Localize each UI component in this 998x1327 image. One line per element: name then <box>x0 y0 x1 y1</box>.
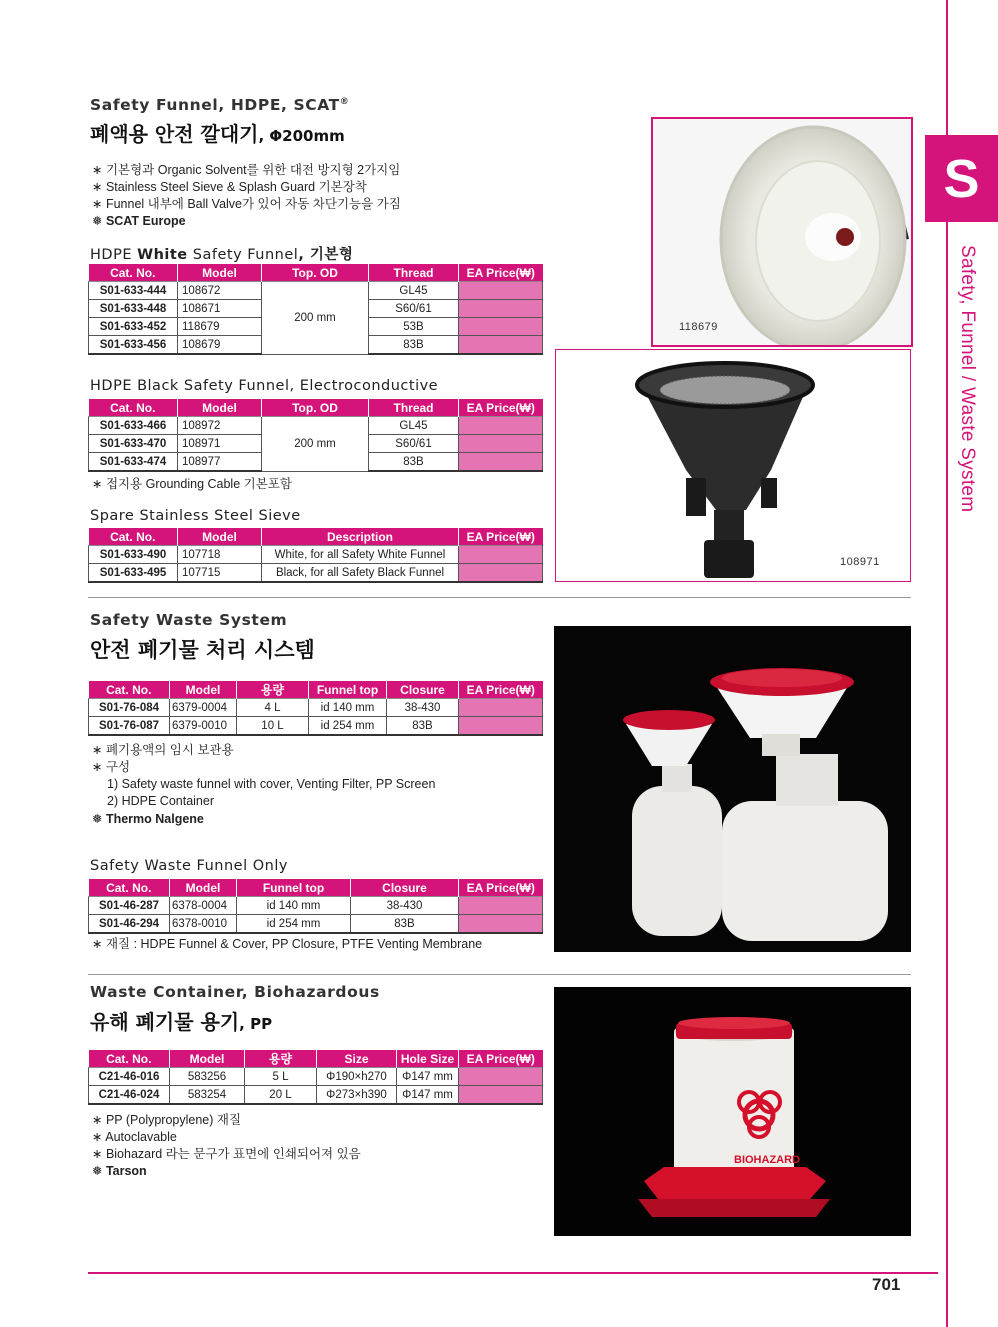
table-header: Cat. No. Model 용량 Funnel top Closure EA Price(₩) <box>89 681 543 699</box>
photo-black-funnel <box>555 349 911 582</box>
t2-note: ∗ 접지용 Grounding Cable 기본포함 <box>92 477 292 491</box>
waste-system-image <box>554 626 911 952</box>
table-row: S01-633-474 108977 83B <box>89 453 543 472</box>
price-cell <box>459 1086 543 1105</box>
white-funnel-image <box>653 119 911 345</box>
price-cell <box>459 336 543 355</box>
table-row: S01-633-456 108679 83B <box>89 336 543 355</box>
price-cell <box>459 282 543 300</box>
price-cell <box>459 1068 543 1086</box>
table-header: Cat. No. Model Description EA Price(₩) <box>89 528 543 546</box>
table-row: S01-633-490 107718 White, for all Safety White Funnel <box>89 546 543 564</box>
photo-waste-system <box>554 626 911 952</box>
table-row: C21-46-016 583256 5 L Φ190×h270 Φ147 mm <box>89 1068 543 1086</box>
p1-caption: 118679 <box>679 321 718 333</box>
price-cell <box>459 564 543 583</box>
table-row: S01-46-287 6378-0004 id 140 mm 38-430 <box>89 897 543 915</box>
price-cell <box>459 897 543 915</box>
price-cell <box>459 453 543 472</box>
table-row: S01-633-448 108671 S60/61 <box>89 300 543 318</box>
p2-caption: 108971 <box>840 556 880 568</box>
footer-line <box>88 1272 938 1274</box>
divider <box>88 597 911 598</box>
photo-white-funnel <box>651 117 913 347</box>
t3-table <box>88 528 543 583</box>
s2-ko-title: 안전 폐기물 처리 시스템 <box>90 638 315 662</box>
price-cell <box>459 915 543 934</box>
price-cell <box>459 318 543 336</box>
price-cell <box>459 300 543 318</box>
table-row: C21-46-024 583254 20 L Φ273×h390 Φ147 mm <box>89 1086 543 1105</box>
maker-label: ❅ Tarson <box>92 1164 147 1178</box>
t2-table <box>88 399 543 472</box>
photo-biohazard-container <box>554 987 911 1236</box>
black-funnel-image <box>556 350 910 581</box>
price-cell <box>459 417 543 435</box>
table-row: S01-633-470 108971 S60/61 <box>89 435 543 453</box>
table-row: S01-76-084 6379-0004 4 L id 140 mm 38-430 <box>89 699 543 717</box>
t4-table <box>88 879 543 934</box>
maker-label: ❅ SCAT Europe <box>92 214 186 228</box>
s2-bullets: ∗ 폐기용액의 임시 보관용 ∗ 구성 1) Safety waste funnel with cover, Venting Filter, PP Screen 2) HDPE Container ❅ Thermo Nalgene <box>92 743 436 826</box>
table-row: S01-46-294 6378-0010 id 254 mm 83B <box>89 915 543 934</box>
side-vertical-title: Safety, Funnel / Waste System <box>957 245 978 513</box>
price-cell <box>459 435 543 453</box>
table-row: S01-633-444 108672 200 mm GL45 <box>89 282 543 300</box>
s3-en-title: Waste Container, Biohazardous <box>90 983 380 1001</box>
table-header: Cat. No. Model Top. OD Thread EA Price(₩) <box>89 264 543 282</box>
table-header: Cat. No. Model 용량 Size Hole Size EA Price(₩) <box>89 1050 543 1068</box>
maker-label: ❅ Thermo Nalgene <box>92 812 204 826</box>
s1-bullets: ∗ 기본형과 Organic Solvent를 위한 대전 방지형 2가지임 ∗ Stainless Steel Sieve & Splash Guard 기본장착 ∗ Funnel 내부에 Ball Valve가 있어 자동 차단기능을 가짐 ❅ SCAT Europe <box>92 163 401 228</box>
s3-bullets: ∗ PP (Polypropylene) 재질 ∗ Autoclavable ∗ Biohazard 라는 문구가 표면에 인쇄되어져 있음 ❅ Tarson <box>92 1113 361 1178</box>
price-cell <box>459 699 543 717</box>
table-row: S01-633-495 107715 Black, for all Safety Black Funnel <box>89 564 543 583</box>
t3-title: Spare Stainless Steel Sieve <box>90 508 301 524</box>
t4-note: ∗ 재질 : HDPE Funnel & Cover, PP Closure, PTFE Venting Membrane <box>92 937 483 951</box>
table-row: S01-633-452 118679 53B <box>89 318 543 336</box>
table-header: Cat. No. Model Funnel top Closure EA Price(₩) <box>89 879 543 897</box>
table-row: S01-76-087 6379-0010 10 L id 254 mm 83B <box>89 717 543 736</box>
s3-table <box>88 1050 543 1105</box>
table-row: S01-633-466 108972 200 mm GL45 <box>89 417 543 435</box>
divider <box>88 974 911 975</box>
page-number: 701 <box>872 1275 901 1294</box>
t2-title: HDPE Black Safety Funnel, Electroconductive <box>90 378 439 394</box>
s2-en-title: Safety Waste System <box>90 611 288 629</box>
t4-title: Safety Waste Funnel Only <box>90 858 288 874</box>
section-tab: S <box>925 135 998 222</box>
s1-ko-title: 폐액용 안전 깔대기, Φ200mm <box>90 122 345 146</box>
s2-table <box>88 681 543 736</box>
biohazard-container-image <box>554 987 911 1236</box>
t1-table <box>88 264 543 355</box>
biohazard-label: BIOHAZARD <box>734 1154 800 1166</box>
s1-en-title: Safety Funnel, HDPE, SCAT® <box>90 96 350 114</box>
price-cell <box>459 717 543 736</box>
s3-ko-title: 유해 폐기물 용기, PP <box>90 1010 273 1034</box>
t1-title: HDPE White Safety Funnel, 기본형 <box>90 247 354 263</box>
price-cell <box>459 546 543 564</box>
table-header: Cat. No. Model Top. OD Thread EA Price(₩) <box>89 399 543 417</box>
